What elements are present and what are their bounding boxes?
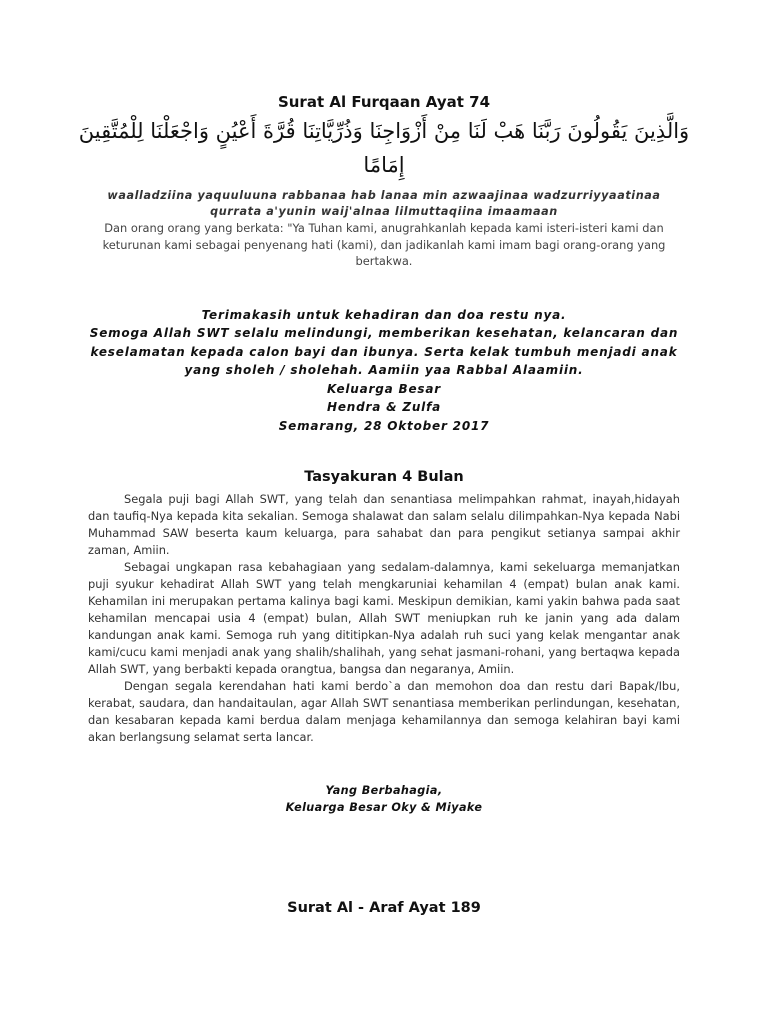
furqaan-title: Surat Al Furqaan Ayat 74 — [277, 93, 491, 111]
paragraph: Dengan segala kerendahan hati kami berdo`a dan memohon doa dan restu dari Bapak/Ibu, kerabat, saudara, dan handaitaulan, agar Allah SWT senantiasa memberikan perlindungan, kesehatan, dan kesabaran kepada kami berdua dalam menjaga kehamilannya dan semoga kelahiran bayi kami akan berlangsung selamat serta lancar. — [88, 679, 680, 744]
paragraph: Sebagai ungkapan rasa kebahagiaan yang sedalam-dalamnya, kami sekeluarga memanjatkan puji syukur kehadirat Allah SWT yang telah mengkaruniai kehamilan 4 (empat) bulan anak kami. Kehamilan ini merupakan pertama kalinya bagi kami. Meskipun demikian, kami yakin bahwa pada saat kehamilan mencapai usia 4 (empat) bulan, Allah SWT meniupkan ruh ke janin yang ada dalam kandungan anak kami. Semoga ruh yang dititipkan-Nya adalah ruh suci yang kelak mengantar anak kami/cucu kami menjadi anak yang shalih/shalihah, yang sehat jasmani-rohani, yang bertaqwa kepada Allah SWT, yang berbakti kepada orangtua, bangsa dan negaranya, Amiin. — [88, 560, 680, 676]
greeting-family-names: Hendra & Zulfa — [326, 400, 442, 414]
greeting-place-date: Semarang, 28 Oktober 2017 — [278, 418, 490, 433]
closing-family: Keluarga Besar Oky & Miyake — [285, 801, 483, 814]
greeting-thanks: Terimakasih untuk kehadiran dan doa restu nya. — [201, 307, 567, 322]
greeting-block — [88, 306, 680, 436]
tasyakuran-title: Tasyakuran 4 Bulan — [304, 469, 464, 485]
arabic-verse: وَالَّذِينَ يَقُولُونَ رَبَّنَا هَبْ لَنَا مِنْ أَزْوَاجِنَا وَذُرِّيَّاتِنَا قُرَّةَ أَعْيُنٍ وَاجْعَلْنَا لِلْمُتَّقِينَ إِمَامًا — [78, 119, 690, 177]
verse-translation: Dan orang orang yang berkata: "Ya Tuhan kami, anugrahkanlah kepada kami isteri-isteri kami dan keturunan kami sebagai penyenang hati (kami), dan jadikanlah kami imam bagi orang-orang yang bertakwa. — [102, 221, 666, 268]
greeting-family-label: Keluarga Besar — [327, 381, 441, 396]
closing-greeting: Yang Berbahagia, — [325, 784, 443, 797]
transliteration: waalladziina yaquuluuna rabbanaa hab lanaa min azwaajinaa wadzurriyyaatinaa qurrata a'yunin waij'alnaa lilmuttaqiina imaamaan — [107, 189, 661, 218]
document-page — [78, 92, 690, 918]
araf-title: Surat Al - Araf Ayat 189 — [287, 900, 481, 916]
paragraph: Segala puji bagi Allah SWT, yang telah dan senantiasa melimpahkan rahmat, inayah,hidayah dan taufiq-Nya kepada kita sekalian. Semoga shalawat dan salam selalu dilimpahkan-Nya kepada Nabi Muhammad SAW beserta kaum keluarga, para sahabat dan para pengikut setianya sampai akhir zaman, Amiin. — [88, 492, 680, 557]
closing-signature — [88, 782, 680, 816]
tasyakuran-body — [88, 491, 680, 746]
greeting-prayer: Semoga Allah SWT selalu melindungi, memberikan kesehatan, kelancaran dan keselamatan kepada calon bayi dan ibunya. Serta kelak tumbuh menjadi anak yang sholeh / sholehah. Aamiin yaa Rabbal Alaamiin. — [89, 326, 679, 377]
